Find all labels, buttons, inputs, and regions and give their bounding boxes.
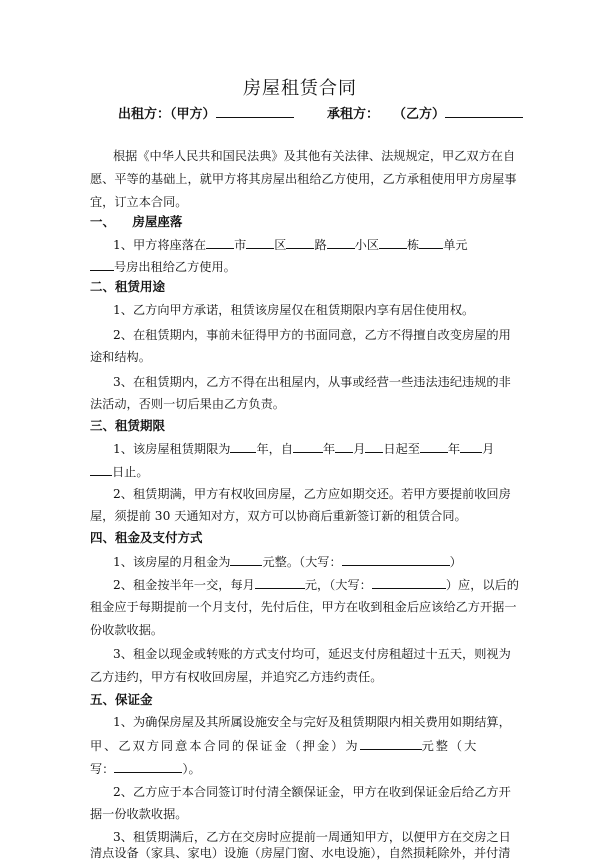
lessee-label: 承租方： xyxy=(327,107,380,122)
s3-p2-line-2: 屋，须提前 30 天通知对方，双方可以协商后重新签订新的租赁合同。 xyxy=(90,509,467,523)
s5-p3-line-2: 清点设备（家具、家电）设施（房屋门窗、水电设施），自然损耗除外，并付清 xyxy=(90,846,511,860)
s3-month-2: 月 xyxy=(482,442,495,456)
s3-year-2: 年 xyxy=(447,442,461,456)
s1-road: 路 xyxy=(314,238,327,252)
s1-estate: 小区 xyxy=(354,238,380,252)
s4-pay-text: 2、租金按半年一交，每月 xyxy=(113,578,255,592)
lessee-role: （乙方） xyxy=(393,107,446,122)
s3-day-to: 日起至 xyxy=(383,442,420,456)
s5-caps-close: ）。 xyxy=(182,762,201,776)
s1-district: 区 xyxy=(274,238,287,252)
parties-line xyxy=(0,103,600,127)
lessee-field xyxy=(327,103,523,122)
s2-p3-line-2: 法活动，否则一切后果由乙方负责。 xyxy=(90,397,285,411)
s2-p2-line-1: 2、在租赁期内，事前未征得甲方的书面同意，乙方不得擅自改变房屋的用 xyxy=(113,328,511,342)
s1-unit: 单元 xyxy=(443,238,468,252)
s4-rent-caps: 元整。（大写： xyxy=(262,555,342,569)
s3-years-from: 年，自 xyxy=(256,442,294,456)
s1-city: 市 xyxy=(234,238,247,252)
s1-room-text: 号房出租给乙方使用。 xyxy=(114,260,236,274)
s5-deposit-text: 甲、乙双方同意本合同的保证金（押金）为 xyxy=(90,739,360,753)
s3-term-text: 1、该房屋租赁期限为 xyxy=(113,442,231,456)
s4-p2-line-2: 租金应于每期提前一个月支付，先付后住，甲方在收到租金后应该给乙方开据一 xyxy=(90,600,517,614)
s3-month: 月 xyxy=(353,442,366,456)
s4-p3-line-2: 乙方违约，甲方有权收回房屋，并追究乙方违约责任。 xyxy=(90,670,383,684)
lessor-field xyxy=(118,103,294,122)
section-1-heading: 一、 房屋座落 xyxy=(90,214,183,229)
s3-p2-line-1: 2、租赁期满，甲方有权收回房屋，乙方应如期交还。若甲方要提前收回房 xyxy=(113,487,511,501)
s1-building: 栋 xyxy=(407,238,420,252)
s5-caps-label: 写： xyxy=(90,762,115,776)
section-2-heading: 二、租赁用途 xyxy=(90,279,166,294)
s5-deposit-tail: 元整（大 xyxy=(421,739,479,753)
s4-p3-line-1: 3、租金以现金或转账的方式支付均可，延迟支付房租超过十五天，则视为 xyxy=(113,647,511,661)
s5-p3-line-1: 3、租赁期满后，乙方在交房时应提前一周通知甲方，以便甲方在交房之日 xyxy=(113,830,511,844)
s5-p1-line-3 xyxy=(90,760,201,777)
s5-p2-line-2: 据一份收款收据。 xyxy=(90,807,188,821)
section-3-heading: 三、租赁期限 xyxy=(90,418,166,433)
s1-text: 1、甲方将座落在 xyxy=(113,238,207,252)
s4-p2-line-3: 份收款收据。 xyxy=(90,623,164,637)
intro-line-1: 根据《中华人民共和国民法典》及其他有关法律、法规规定，甲乙双方在自 xyxy=(113,149,516,163)
section-4-heading: 四、租金及支付方式 xyxy=(90,530,203,545)
section-5-heading: 五、保证金 xyxy=(90,692,153,707)
document-title: 房屋租赁合同 xyxy=(243,78,357,99)
s4-rent-text: 1、该房屋的月租金为 xyxy=(113,555,231,569)
s3-p1-line-2 xyxy=(90,463,149,480)
s3-day-end: 日止。 xyxy=(112,465,149,479)
s4-pay-caps: 元，（大写： xyxy=(304,578,372,592)
s4-p1 xyxy=(113,553,462,570)
s3-year: 年 xyxy=(323,442,336,456)
s4-pay-tail: ）应，以后的 xyxy=(445,578,519,592)
s2-p1: 1、乙方向甲方承诺，租赁该房屋仅在租赁期限内享有居住使用权。 xyxy=(113,303,475,317)
s5-p1-line-1: 1、为确保房屋及其所属设施安全与完好及租赁期限内相关费用如期结算， xyxy=(113,715,511,729)
s4-p2-line-1 xyxy=(113,576,519,593)
s1-room-line xyxy=(90,258,236,275)
s3-p1-line-1 xyxy=(113,440,494,457)
intro-line-3: 宜，订立本合同。 xyxy=(90,195,188,209)
s2-p2-line-2: 途和结构。 xyxy=(90,350,151,364)
lessor-label: 出租方：（甲方） xyxy=(118,107,216,122)
lessee-blank xyxy=(445,105,523,118)
s2-p3-line-1: 3、在租赁期内，乙方不得在出租屋内，从事或经营一些违法违纪违规的非 xyxy=(113,375,511,389)
s4-rent-close: ） xyxy=(449,555,462,569)
s5-p1-line-2 xyxy=(90,737,478,754)
lessor-blank xyxy=(216,105,294,118)
intro-line-2: 愿、平等的基础上，就甲方将其房屋出租给乙方使用，乙方承租使用甲方房屋事 xyxy=(90,172,517,186)
s5-p2-line-1: 2、乙方应于本合同签订时付清全额保证金，甲方在收到保证金后给乙方开 xyxy=(113,785,511,799)
s1-location-line xyxy=(113,236,468,253)
